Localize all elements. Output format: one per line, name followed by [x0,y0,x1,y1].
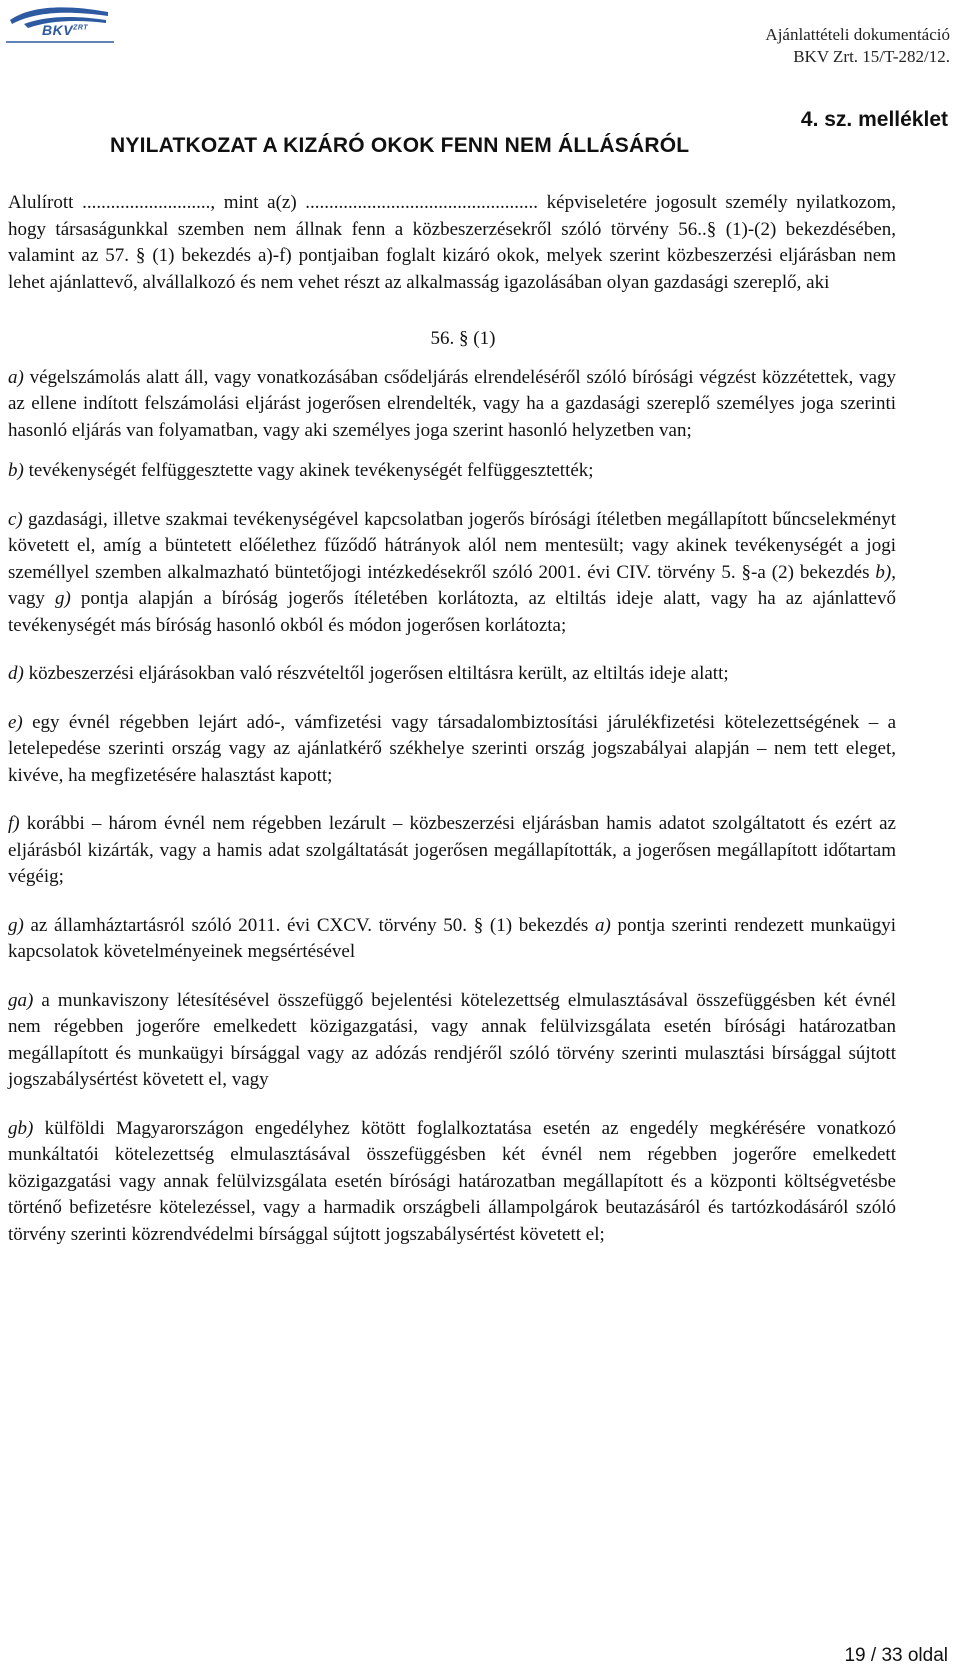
item-a: a) végelszámolás alatt áll, vagy vonatkozásában csődeljárás elrendeléséről szóló bírósági végzést közzétettek, vagy az ellene indított felszámolási eljárást jogerősen elrendelték, vagy ha a gazdasági szereplő személyes joga szerinti hasonló eljárás van folyamatban, vagy aki személyes joga szerint hasonló helyzetben van; [8,366,896,441]
bkv-logo [4,2,116,46]
item-b: b) tevékenységét felfüggesztette vagy akinek tevékenységét felfüggesztették; [8,460,594,481]
page-number: 19 / 33 oldal [844,1645,948,1666]
page-title: NYILATKOZAT A KIZÁRÓ OKOK FENN NEM ÁLLÁSÁRÓL [110,134,690,157]
document-body [8,190,896,1248]
logo-text: $BKV^{ZRT}$ [42,22,89,38]
item-c: c) gazdasági, illetve szakmai tevékenységével kapcsolatban jogerős bírósági ítéletben megállapított bűncselekményt követett el, amíg a büntetett előélethez fűződő hátrányok alól nem mentesült; vagy akinek tevékenységét a jogi személlyel szemben alkalmazható büntetőjogi intézkedésekről szóló 2001. évi CIV. törvény 5. §-a (2) bekezdés b), vagy g) pontja alapján a bíróság jogerős ítéletében korlátozta, az eltiltás ideje alatt, vagy ha az ajánlattevő tevékenységét más bíróság hasonló okból és módon jogerősen korlátozta; [8,508,896,636]
item-e: e) egy évnél régebben lejárt adó-, vámfizetési vagy társadalombiztosítási járulékfizetési kötelezettségének – a letelepedése szerinti ország vagy az ajánlatkérő székhelye szerinti ország jogszabályai alapján – nem tett eleget, kivéve, ha megfizetésére halasztást kapott; [8,711,896,786]
item-gb: gb) külföldi Magyarországon engedélyhez kötött foglalkoztatása esetén az engedély megkérésére vonatkozó munkáltatói kötelezettség elmulasztásával összefüggésben két évnél nem régebben jogerőre emelkedett közigazgatási vagy annak felülvizsgálata esetén bírósági határozatban megállapított és a központi költségvetésbe történő befizetésre kötelezéssel, vagy a harmadik országbeli állampolgárok beutazásáról és tartózkodásáról szóló törvény szerinti közrendvédelmi bírsággal sújtott jogszabálysértést követett el; [8,1117,896,1245]
annex-label: 4. sz. melléklet [800,108,948,131]
header-info [765,24,950,68]
item-d: d) közbeszerzési eljárásokban való részvételtől jogerősen eltiltásra került, az eltiltás ideje alatt; [8,663,729,684]
section-reference: 56. § (1) [430,328,496,349]
item-f: f) korábbi – három évnél nem régebben lezárult – közbeszerzési eljárásban hamis adatot szolgáltatott és ezért az eljárásból kizárták, vagy a hamis adat szolgáltatását jogerősen megállapították, a jogerősen megállapított időtartam végéig; [8,813,896,887]
doc-reference: BKV Zrt. 15/T-282/12. [793,47,950,66]
doc-type: Ajánlattételi dokumentáció [765,25,950,44]
item-g: g) az államháztartásról szóló 2011. évi CXCV. törvény 50. § (1) bekezdés a) pontja szerinti rendezett munkaügyi kapcsolatok követelményeinek megsértésével [8,914,896,962]
item-ga: ga) a munkaviszony létesítésével összefüggő bejelentési kötelezettség elmulasztásával összefüggésben két évnél nem régebben jogerőre emelkedett közigazgatási, vagy annak felülvizsgálata esetén bírósági határozatban megállapított és munkaügyi bírsággal vagy az adózás rendjéről szóló törvény szerinti mulasztási bírsággal sújtott jogszabálysértést követett el, vagy [8,989,896,1090]
intro-paragraph: Alulírott ..........................., mint a(z) ................................................. képviseletére jogosult személy nyilatkozom, hogy társaságunkkal szemben nem állnak fenn a közbeszerzésekről szóló törvény 56..§ (1)-(2) bekezdésében, valamint az 57. § (1) bekezdés a)-f) pontjaiban foglalt kizáró okok, melyek szerint közbeszerzési eljárásban nem lehet ajánlattevő, alvállalkozó és nem vehet részt az alkalmasság igazolásában olyan gazdasági szereplő, aki [8,192,896,293]
